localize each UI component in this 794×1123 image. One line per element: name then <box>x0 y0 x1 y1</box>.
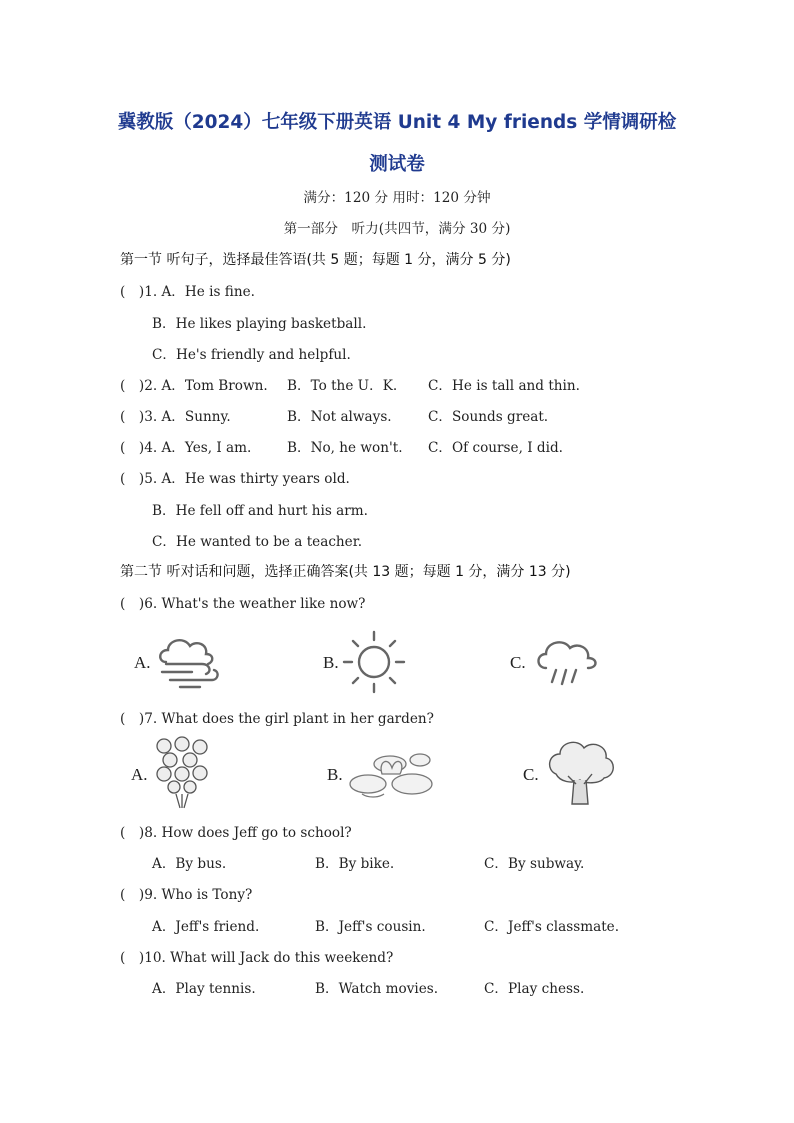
q10-option-c: C．Play chess. <box>484 981 585 997</box>
q8-stem: ( )8. How does Jeff go to school? <box>120 825 352 841</box>
score-time-info: 满分：120 分 用时：120 分钟 <box>303 190 491 206</box>
q7-label-c: C. <box>523 765 539 784</box>
q7-label-b: B. <box>327 765 343 784</box>
q6-label-c: C. <box>510 653 526 672</box>
q8-option-c: C．By subway. <box>484 856 585 872</box>
roses-icon <box>150 736 214 810</box>
q3-option-a: ( )3. A．Sunny. <box>120 409 231 425</box>
q3-option-b: B．Not always. <box>287 409 392 425</box>
windy-cloud-icon <box>156 632 226 690</box>
q9-option-b: B．Jeff's cousin. <box>315 919 426 935</box>
q8-option-a: A．By bus. <box>152 856 227 872</box>
q6-label-a: A. <box>134 653 151 672</box>
q5-option-a: ( )5. A．He was thirty years old. <box>120 471 350 487</box>
q9-option-c: C．Jeff's classmate. <box>484 919 620 935</box>
q4-option-a: ( )4. A．Yes, I am. <box>120 440 252 456</box>
q5-option-c: C．He wanted to be a teacher. <box>152 534 363 550</box>
q7-label-a: A. <box>131 765 148 784</box>
rain-cloud-icon <box>532 636 602 690</box>
q10-option-b: B．Watch movies. <box>315 981 439 997</box>
q9-stem: ( )9. Who is Tony? <box>120 887 253 903</box>
q6-stem: ( )6. What's the weather like now? <box>120 596 366 612</box>
section2-heading: 第二节 听对话和问题，选择正确答案(共 13 题；每题 1 分，满分 13 分) <box>120 564 571 580</box>
q3-option-c: C．Sounds great. <box>428 409 549 425</box>
section1-heading: 第一节 听句子，选择最佳答语(共 5 题；每题 1 分，满分 5 分) <box>120 252 511 268</box>
q8-option-b: B．By bike. <box>315 856 395 872</box>
q2-option-a: ( )2. A．Tom Brown. <box>120 378 268 394</box>
title-line-1: 冀教版（2024）七年级下册英语 Unit 4 My friends 学情调研检 <box>117 112 677 133</box>
tree-icon <box>544 738 618 808</box>
q6-label-b: B. <box>323 653 339 672</box>
q10-option-a: A．Play tennis. <box>152 981 256 997</box>
q1-option-a: ( )1. A．He is fine. <box>120 284 255 300</box>
title-line-2: 测试卷 <box>369 154 425 175</box>
q9-option-a: A．Jeff's friend. <box>152 919 260 935</box>
q7-stem: ( )7. What does the girl plant in her garden? <box>120 711 434 727</box>
q4-option-b: B．No, he won't. <box>287 440 403 456</box>
q2-option-b: B．To the U．K. <box>287 378 398 394</box>
lotus-icon <box>348 744 434 802</box>
q1-option-b: B．He likes playing basketball. <box>152 316 367 332</box>
q5-option-b: B．He fell off and hurt his arm. <box>152 503 368 519</box>
part1-heading: 第一部分 听力(共四节，满分 30 分) <box>283 221 511 237</box>
q1-option-c: C．He's friendly and helpful. <box>152 347 351 363</box>
q2-option-c: C．He is tall and thin. <box>428 378 580 394</box>
q4-option-c: C．Of course, I did. <box>428 440 563 456</box>
q10-stem: ( )10. What will Jack do this weekend? <box>120 950 394 966</box>
sun-icon <box>340 628 408 694</box>
